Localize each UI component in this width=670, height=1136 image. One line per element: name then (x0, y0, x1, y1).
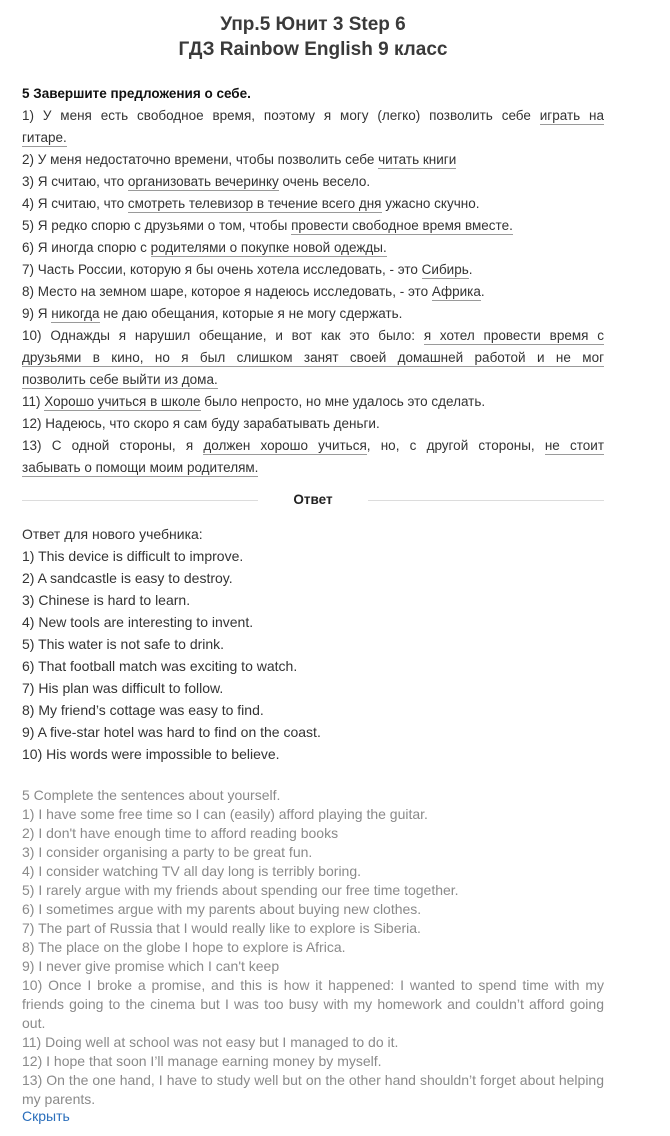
english-item: 12) I hope that soon I’ll manage earning money by myself. (22, 1053, 382, 1069)
page-subtitle: ГДЗ Rainbow English 9 класс (178, 39, 448, 60)
hide-link[interactable]: Скрыть (22, 1108, 70, 1124)
exercise-item: 4) Я считаю, что смотреть телевизор в течение всего дня ужасно скучно. (22, 196, 480, 211)
exercise-item: 11) Хорошо учиться в школе было непросто, но мне удалось это сделать. (22, 394, 486, 409)
english-heading: 5 Complete the sentences about yourself. (22, 787, 281, 803)
answer-item: 3) Chinese is hard to learn. (22, 592, 191, 608)
english-item: 10) Once I broke a promise, and this is how it happened: I wanted to spend time with my friends going to the cinema but I was too busy with my homework and couldn’t afford going out. (22, 977, 604, 1031)
answer-heading: Ответ (293, 492, 333, 507)
answer-item: 9) A five-star hotel was hard to find on the coast. (22, 724, 321, 740)
english-item: 7) The part of Russia that I would really like to explore is Siberia. (22, 920, 421, 936)
answer-item: 8) My friend’s cottage was easy to find. (22, 702, 264, 718)
exercise-item-continuation: позволить себе выйти из дома. (22, 372, 218, 387)
answer-item: 4) New tools are interesting to invent. (22, 614, 254, 630)
english-item: 2) I don't have enough time to afford reading books (22, 825, 339, 841)
english-item: 4) I consider watching TV all day long is terribly boring. (22, 863, 362, 879)
answer-intro: Ответ для нового учебника: (22, 526, 203, 542)
exercise-item: 5) Я редко спорю с друзьями о том, чтобы провести свободное время вместе. (22, 218, 513, 233)
divider-left (22, 500, 258, 501)
exercise-heading: 5 Завершите предложения о себе. (22, 86, 251, 101)
exercise-item: 10) Однажды я нарушил обещание, и вот как это было: я хотел провести время с (22, 328, 605, 343)
answer-item: 1) This device is difficult to improve. (22, 548, 244, 564)
divider-right (368, 500, 604, 501)
exercise-item: 8) Место на земном шаре, которое я надеюсь исследовать, - это Африка. (22, 284, 485, 299)
exercise-item: 7) Часть России, которую я бы очень хотела исследовать, - это Сибирь. (22, 262, 473, 277)
english-item: 1) I have some free time so I can (easily) afford playing the guitar. (22, 806, 428, 822)
exercise-item-continuation: забывать о помощи моим родителям. (22, 460, 259, 475)
answer-item: 10) His words were impossible to believe. (22, 746, 280, 762)
answer-item: 5) This water is not safe to drink. (22, 636, 225, 652)
page-title: Упр.5 Юнит 3 Step 6 (220, 14, 406, 35)
exercise-item: 2) У меня недостаточно времени, чтобы позволить себе читать книги (22, 152, 457, 167)
answer-item: 2) A sandcastle is easy to destroy. (22, 570, 233, 586)
answer-item: 6) That football match was exciting to watch. (22, 658, 298, 674)
exercise-item: 6) Я иногда спорю с родителями о покупке новой одежды. (22, 240, 387, 255)
answer-item: 7) His plan was difficult to follow. (22, 680, 224, 696)
english-item: 6) I sometimes argue with my parents about buying new clothes. (22, 901, 422, 917)
exercise-item: 12) Надеюсь, что скоро я сам буду зарабатывать деньги. (22, 416, 380, 431)
exercise-item: 13) С одной стороны, я должен хорошо учиться, но, с другой стороны, не стоит (22, 438, 605, 453)
english-item: 3) I consider organising a party to be great fun. (22, 844, 313, 860)
exercise-item-continuation: друзьями в кино, но я был слишком занят своей домашней работой и не мог (22, 350, 604, 365)
english-item: 11) Doing well at school was not easy but I managed to do it. (22, 1034, 399, 1050)
exercise-item-continuation: гитаре. (22, 130, 67, 145)
english-item: 8) The place on the globe I hope to explore is Africa. (22, 939, 346, 955)
english-item: 13) On the one hand, I have to study well but on the other hand shouldn’t forget about helping my parents. (22, 1072, 604, 1107)
english-item: 9) I never give promise which I can't keep (22, 958, 280, 974)
exercise-item: 1) У меня есть свободное время, поэтому я могу (легко) позволить себе играть на (22, 108, 604, 123)
exercise-item: 3) Я считаю, что организовать вечеринку очень весело. (22, 174, 371, 189)
exercise-item: 9) Я никогда не даю обещания, которые я не могу сдержать. (22, 306, 403, 321)
english-item: 5) I rarely argue with my friends about spending our free time together. (22, 882, 459, 898)
